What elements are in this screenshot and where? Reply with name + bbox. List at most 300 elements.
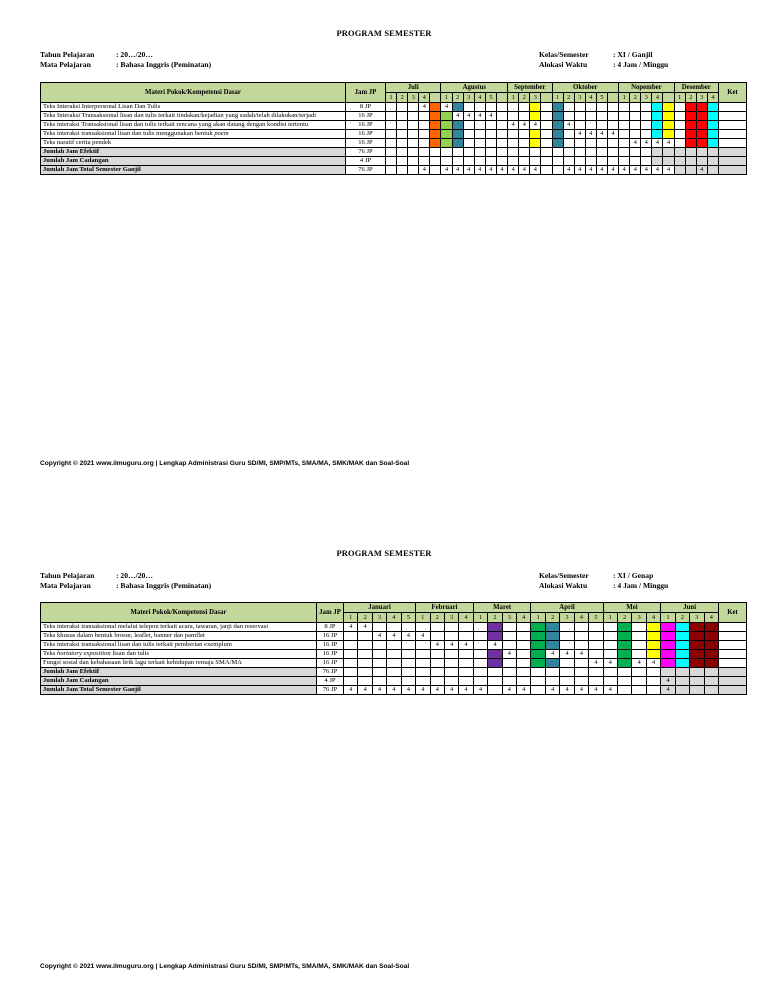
week-cell — [530, 139, 541, 148]
header-ket: Ket — [719, 83, 747, 103]
week-cell — [704, 659, 718, 668]
week-cell — [641, 103, 652, 112]
week-number: 1 — [661, 613, 675, 623]
summary-week-cell — [430, 668, 444, 677]
summary-week-cell — [463, 148, 474, 157]
summary-week-cell — [696, 157, 707, 166]
week-number: 4 — [704, 613, 718, 623]
summary-week-cell — [574, 677, 588, 686]
jp-cell: 16 JP — [346, 139, 386, 148]
week-cell — [574, 121, 585, 130]
month-header-februari: Februari — [416, 603, 474, 613]
month-header-desember: Desember — [674, 83, 718, 93]
summary-week-cell — [531, 668, 545, 677]
week-cell: 4 — [485, 112, 496, 121]
week-cell — [459, 632, 473, 641]
week-cell — [397, 130, 408, 139]
week-cell — [663, 130, 674, 139]
topic-cell: Teks khusus dalam bentuk brosur, leaflet, banner dan pamflet — [41, 632, 317, 641]
jp-cell: 8 JP — [346, 103, 386, 112]
week-cell — [619, 139, 630, 148]
week-cell — [530, 130, 541, 139]
summary-jp: 76 JP — [346, 148, 386, 157]
meta-label: Alokasi Waktu — [539, 580, 588, 590]
copyright-footer: Copyright © 2021 www.ilmuguru.org | Lengkap Administrasi Guru SD/MI, SMP/MTs, SMA/MA, SMK/MAK dan Soal-Soal — [40, 460, 410, 467]
week-number: 1 — [552, 93, 563, 103]
week-cell — [675, 641, 689, 650]
summary-week-cell — [502, 668, 516, 677]
meta-label: Tahun Pelajaran — [40, 50, 95, 59]
summary-label: Jumlah Jam Efektif — [41, 148, 346, 157]
week-cell — [618, 623, 632, 632]
summary-week-cell — [574, 148, 585, 157]
week-cell: 4 — [632, 659, 646, 668]
week-number: 3 — [463, 93, 474, 103]
week-cell — [358, 659, 372, 668]
week-cell: 4 — [585, 130, 596, 139]
ket-cell — [719, 623, 747, 632]
week-cell — [696, 121, 707, 130]
week-cell — [541, 103, 552, 112]
summary-week-cell — [441, 148, 452, 157]
week-cell — [563, 130, 574, 139]
week-cell — [690, 641, 704, 650]
table-row — [41, 641, 747, 650]
week-cell — [661, 659, 675, 668]
week-cell: 4 — [530, 121, 541, 130]
page-genap — [0, 501, 768, 1002]
summary-label: Jumlah Jam Cadangan — [41, 677, 317, 686]
week-number: 1 — [508, 93, 519, 103]
week-cell: 4 — [596, 130, 607, 139]
week-cell — [344, 632, 358, 641]
ket-cell — [719, 103, 747, 112]
summary-ket — [719, 157, 747, 166]
week-cell — [519, 112, 530, 121]
week-cell: 4 — [574, 130, 585, 139]
week-cell: 4 — [652, 139, 663, 148]
week-cell — [452, 103, 463, 112]
meta-left — [40, 571, 211, 590]
week-number: 2 — [358, 613, 372, 623]
summary-week-cell — [707, 148, 718, 157]
week-cell: 4 — [630, 139, 641, 148]
week-cell — [690, 650, 704, 659]
week-cell — [707, 112, 718, 121]
week-cell — [401, 650, 415, 659]
summary-week-cell — [485, 148, 496, 157]
table-row — [41, 659, 747, 668]
summary-week-cell — [452, 157, 463, 166]
week-cell: 4 — [401, 632, 415, 641]
summary-week-cell — [430, 157, 441, 166]
week-cell: 4 — [452, 112, 463, 121]
week-cell — [459, 659, 473, 668]
week-number — [430, 93, 441, 103]
week-cell — [372, 650, 386, 659]
summary-week-cell — [488, 668, 502, 677]
summary-week-cell: 4 — [508, 166, 519, 175]
week-cell — [474, 103, 485, 112]
summary-ket — [719, 148, 747, 157]
week-cell — [372, 659, 386, 668]
summary-week-cell — [632, 677, 646, 686]
meta-label: Mata Pelajaran — [40, 59, 91, 69]
week-cell — [607, 103, 618, 112]
summary-week-cell — [674, 148, 685, 157]
week-cell — [545, 641, 559, 650]
summary-week-cell — [704, 668, 718, 677]
week-cell — [574, 103, 585, 112]
week-cell — [552, 112, 563, 121]
month-header-oktober: Oktober — [552, 83, 619, 93]
summary-week-cell — [707, 157, 718, 166]
week-cell — [386, 121, 397, 130]
week-cell — [416, 641, 430, 650]
summary-week-cell — [675, 677, 689, 686]
week-cell — [704, 632, 718, 641]
week-cell — [661, 623, 675, 632]
week-cell — [502, 632, 516, 641]
week-cell — [619, 103, 630, 112]
summary-week-cell — [416, 677, 430, 686]
week-cell — [630, 103, 641, 112]
table-row — [41, 112, 747, 121]
week-cell — [496, 112, 507, 121]
week-cell — [607, 112, 618, 121]
week-cell — [485, 121, 496, 130]
summary-jp: 76 JP — [317, 686, 344, 695]
week-cell — [674, 130, 685, 139]
meta-label: Mata Pelajaran — [40, 580, 91, 590]
week-cell: 4 — [545, 650, 559, 659]
summary-week-cell — [674, 166, 685, 175]
week-cell — [519, 139, 530, 148]
summary-week-cell: 4 — [641, 166, 652, 175]
week-number: 2 — [452, 93, 463, 103]
week-cell — [488, 650, 502, 659]
summary-week-cell — [632, 668, 646, 677]
week-cell — [630, 121, 641, 130]
topic-cell: Teks Interaksi Interpersonal Lisan Dan Tulis — [41, 103, 346, 112]
week-cell — [517, 632, 531, 641]
summary-week-cell — [372, 677, 386, 686]
ket-cell — [719, 130, 747, 139]
week-cell — [344, 659, 358, 668]
week-cell: 4 — [358, 623, 372, 632]
summary-week-cell — [652, 148, 663, 157]
summary-week-cell: 4 — [607, 166, 618, 175]
week-cell: 4 — [444, 641, 458, 650]
summary-week-cell — [563, 148, 574, 157]
topic-cell: Teks naratif cerita pendek — [41, 139, 346, 148]
week-cell: 4 — [419, 103, 430, 112]
week-cell — [674, 112, 685, 121]
summary-week-cell — [358, 677, 372, 686]
week-cell — [496, 103, 507, 112]
week-cell — [704, 641, 718, 650]
summary-label: Jumlah Jam Total Semester Ganjil — [41, 686, 317, 695]
week-number: 3 — [632, 613, 646, 623]
meta-value: : Bahasa Inggris (Peminatan) — [116, 59, 212, 69]
summary-week-cell — [408, 157, 419, 166]
summary-week-cell — [589, 677, 603, 686]
ket-cell — [719, 659, 747, 668]
ket-cell — [719, 139, 747, 148]
summary-week-cell — [408, 148, 419, 157]
week-cell — [502, 659, 516, 668]
week-cell — [397, 121, 408, 130]
summary-week-cell — [696, 148, 707, 157]
week-number: 2 — [430, 613, 444, 623]
week-cell — [685, 112, 696, 121]
week-cell — [387, 623, 401, 632]
week-number: 4 — [387, 613, 401, 623]
week-cell — [585, 112, 596, 121]
summary-week-cell — [508, 148, 519, 157]
week-number: 5 — [589, 613, 603, 623]
week-cell: 4 — [641, 139, 652, 148]
summary-week-cell — [646, 686, 660, 695]
week-cell — [704, 650, 718, 659]
summary-week-cell: 4 — [496, 166, 507, 175]
month-header-april: April — [531, 603, 603, 613]
week-cell: 4 — [603, 659, 617, 668]
week-cell — [618, 641, 632, 650]
summary-label: Jumlah Jam Efektif — [41, 668, 317, 677]
week-cell — [674, 103, 685, 112]
meta-value: : 4 Jam / Minggu — [613, 580, 669, 590]
week-cell — [560, 659, 574, 668]
summary-week-cell: 4 — [630, 166, 641, 175]
summary-week-cell — [372, 668, 386, 677]
week-number — [607, 93, 618, 103]
week-cell — [596, 121, 607, 130]
week-cell: 4 — [563, 121, 574, 130]
summary-week-cell — [630, 157, 641, 166]
week-cell — [397, 103, 408, 112]
week-cell — [690, 632, 704, 641]
week-cell — [508, 112, 519, 121]
summary-week-cell — [690, 686, 704, 695]
summary-week-cell: 4 — [563, 166, 574, 175]
week-cell — [574, 632, 588, 641]
summary-week-cell: 4 — [652, 166, 663, 175]
week-cell — [661, 650, 675, 659]
summary-week-cell: 4 — [473, 686, 487, 695]
summary-week-cell — [397, 166, 408, 175]
summary-week-cell — [674, 157, 685, 166]
week-cell — [652, 121, 663, 130]
week-cell — [441, 139, 452, 148]
week-cell — [585, 103, 596, 112]
week-number: 3 — [444, 613, 458, 623]
month-header-september: September — [508, 83, 552, 93]
week-cell — [589, 650, 603, 659]
week-cell — [563, 112, 574, 121]
ket-cell — [719, 632, 747, 641]
summary-week-cell: 4 — [545, 686, 559, 695]
summary-week-cell — [452, 148, 463, 157]
week-cell: 4 — [372, 632, 386, 641]
week-cell: 4 — [663, 139, 674, 148]
summary-week-cell — [444, 668, 458, 677]
week-cell — [560, 641, 574, 650]
week-cell — [517, 659, 531, 668]
week-cell — [630, 112, 641, 121]
week-cell — [496, 130, 507, 139]
summary-week-cell — [530, 148, 541, 157]
summary-jp: 76 JP — [317, 668, 344, 677]
summary-week-cell: 4 — [663, 166, 674, 175]
summary-week-cell — [618, 686, 632, 695]
summary-week-cell — [560, 677, 574, 686]
summary-row — [41, 148, 747, 157]
week-cell — [452, 121, 463, 130]
meta-label: Kelas/Semester — [539, 571, 589, 580]
week-cell: 4 — [474, 112, 485, 121]
summary-week-cell: 4 — [344, 686, 358, 695]
week-cell — [585, 139, 596, 148]
summary-week-cell — [619, 157, 630, 166]
week-number: 4 — [646, 613, 660, 623]
week-cell — [517, 623, 531, 632]
week-cell — [618, 659, 632, 668]
week-cell — [607, 121, 618, 130]
week-cell: 4 — [441, 103, 452, 112]
summary-week-cell — [630, 148, 641, 157]
summary-week-cell — [574, 157, 585, 166]
week-cell — [474, 139, 485, 148]
ket-cell — [719, 641, 747, 650]
week-cell — [531, 650, 545, 659]
header-jam-jp: Jam JP — [346, 83, 386, 103]
ket-cell — [719, 112, 747, 121]
week-number: 3 — [690, 613, 704, 623]
summary-week-cell — [690, 677, 704, 686]
week-cell: 4 — [430, 641, 444, 650]
week-cell — [646, 632, 660, 641]
summary-week-cell: 4 — [596, 166, 607, 175]
week-cell — [704, 623, 718, 632]
week-cell — [541, 139, 552, 148]
week-cell — [531, 659, 545, 668]
summary-row — [41, 166, 747, 175]
week-number: 1 — [531, 613, 545, 623]
summary-week-cell — [585, 148, 596, 157]
week-cell: 4 — [646, 659, 660, 668]
summary-week-cell — [596, 157, 607, 166]
week-cell — [508, 103, 519, 112]
summary-week-cell — [488, 677, 502, 686]
summary-week-cell — [675, 668, 689, 677]
summary-week-cell — [531, 686, 545, 695]
week-cell — [675, 632, 689, 641]
summary-week-cell — [618, 677, 632, 686]
jp-cell: 16 JP — [346, 130, 386, 139]
week-cell — [473, 641, 487, 650]
week-cell — [696, 139, 707, 148]
week-cell — [517, 650, 531, 659]
summary-week-cell — [652, 157, 663, 166]
week-cell — [485, 139, 496, 148]
week-number: 2 — [685, 93, 696, 103]
week-number — [496, 93, 507, 103]
week-cell — [646, 641, 660, 650]
week-cell — [696, 112, 707, 121]
ket-cell — [719, 121, 747, 130]
summary-week-cell — [502, 677, 516, 686]
week-cell — [488, 659, 502, 668]
summary-week-cell — [473, 677, 487, 686]
week-cell — [663, 121, 674, 130]
week-cell — [452, 139, 463, 148]
week-cell — [344, 650, 358, 659]
jp-cell: 16 JP — [317, 650, 344, 659]
summary-week-cell — [545, 668, 559, 677]
summary-week-cell: 4 — [517, 686, 531, 695]
week-cell — [560, 623, 574, 632]
summary-week-cell: 4 — [485, 166, 496, 175]
meta-value: : 20…/20… — [116, 571, 153, 580]
topic-cell: Teks interaksi transaksional lisan dan tulis menggunakan bentuk poem — [41, 130, 346, 139]
summary-week-cell — [473, 668, 487, 677]
summary-week-cell — [441, 157, 452, 166]
summary-week-cell — [541, 166, 552, 175]
week-cell — [560, 632, 574, 641]
table-row — [41, 121, 747, 130]
summary-week-cell: 4 — [519, 166, 530, 175]
week-number: 3 — [574, 93, 585, 103]
week-cell — [386, 103, 397, 112]
week-cell — [663, 103, 674, 112]
meta-value: : XI / Ganjil — [613, 50, 653, 59]
week-cell — [508, 130, 519, 139]
header-jam-jp: Jam JP — [317, 603, 344, 623]
summary-week-cell — [387, 677, 401, 686]
summary-week-cell — [663, 157, 674, 166]
week-cell — [675, 623, 689, 632]
summary-week-cell — [401, 677, 415, 686]
week-cell — [630, 130, 641, 139]
summary-week-cell — [685, 148, 696, 157]
week-cell — [563, 103, 574, 112]
week-cell — [618, 632, 632, 641]
week-cell — [707, 103, 718, 112]
week-cell: 4 — [387, 632, 401, 641]
week-cell — [596, 112, 607, 121]
summary-week-cell — [530, 157, 541, 166]
week-cell — [372, 641, 386, 650]
summary-week-cell: 4 — [502, 686, 516, 695]
week-cell — [632, 632, 646, 641]
week-cell — [574, 641, 588, 650]
summary-week-cell — [690, 668, 704, 677]
week-cell — [401, 623, 415, 632]
header-ket: Ket — [719, 603, 747, 623]
jp-cell: 8 JP — [317, 623, 344, 632]
summary-row — [41, 677, 747, 686]
week-cell — [632, 650, 646, 659]
table-row — [41, 139, 747, 148]
summary-week-cell — [585, 157, 596, 166]
summary-week-cell: 4 — [661, 686, 675, 695]
week-cell — [401, 659, 415, 668]
summary-week-cell — [474, 148, 485, 157]
summary-week-cell — [675, 686, 689, 695]
summary-week-cell: 4 — [358, 686, 372, 695]
summary-week-cell: 4 — [574, 686, 588, 695]
